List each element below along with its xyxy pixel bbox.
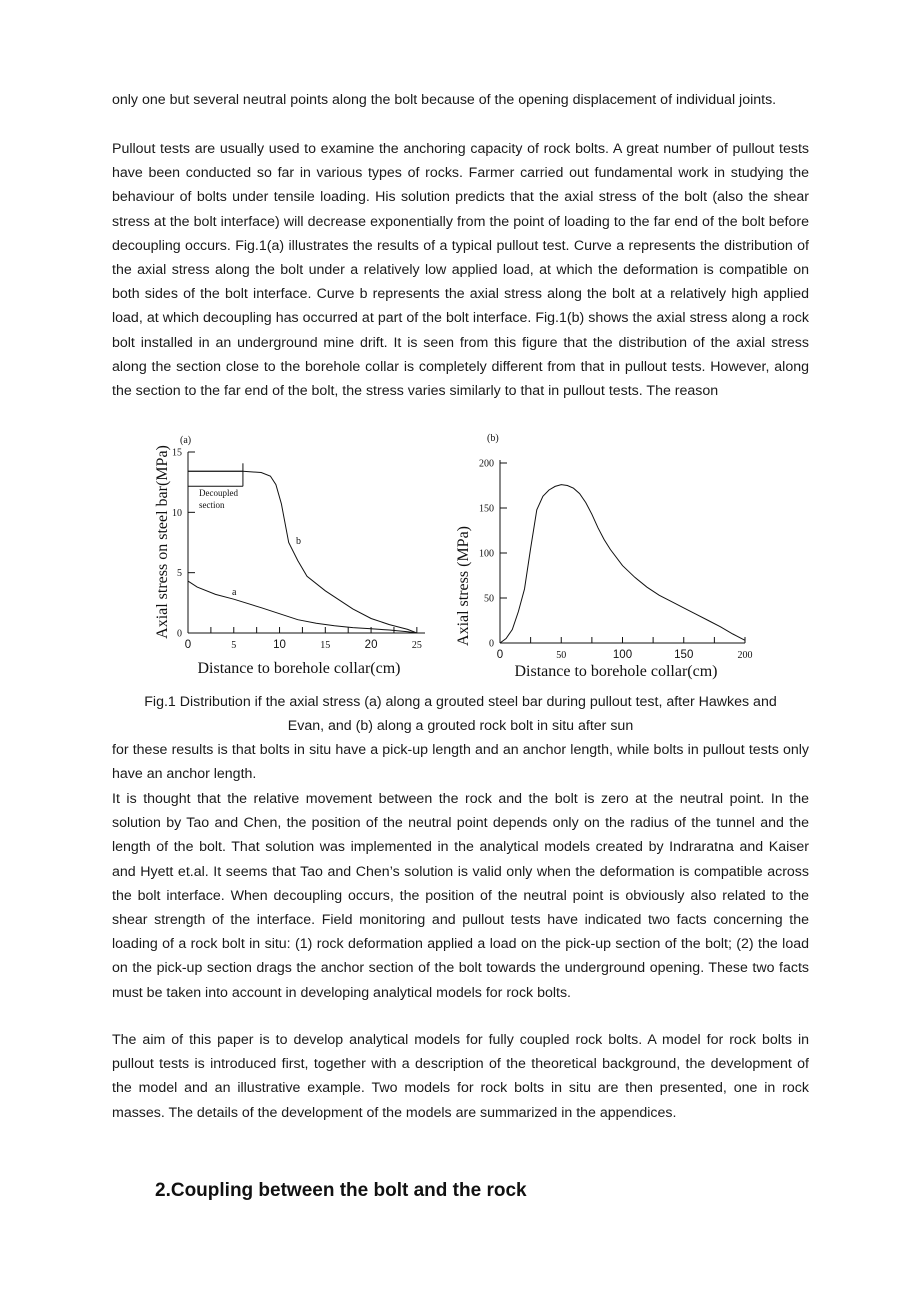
paragraph-2: Pullout tests are usually used to examine the anchoring capacity of rock bolts. A great number of pullout tests have been conducted so far in various types of rocks. Farmer carried out fundamental work in studying the behaviour of bolts under tensile loading. His solution predicts that the axial stress of the bolt (also the shear stress at the bolt interface) will decrease exponentially from the point of loading to the far end of the bolt before decoupling occurs. Fig.1(a) illustrates the results of a typical pullout test. Curve a represents the distribution of the axial stress along the bolt under a relatively low applied load, at which the deformation is compatible on both sides of the bolt interface. Curve b represents the axial stress along the bolt at a relatively high applied load, at which decoupling has occurred at part of the bolt interface. Fig.1(b) shows the axial stress along a rock bolt installed in an underground mine drift. It is seen from this figure that the distribution of the axial stress along the section close to the borehole collar is completely different from that in pullout tests. However, along the section to the far end of the bolt, the stress varies similarly to that in pullout tests. The reason: [112, 141, 809, 400]
x-tick-label: 0: [184, 639, 192, 651]
x-tick-label: 5: [231, 640, 237, 651]
y-tick-label: 5: [177, 568, 182, 580]
paragraph-3: for these results is that bolts in situ have a pick-up length and an anchor length, while bolts in pullout tests only have an anchor length.: [112, 742, 809, 783]
paragraph-1: only one but several neutral points along the bolt because of the opening displacement of individual joints.: [112, 92, 777, 108]
x-tick-label: 20: [364, 639, 378, 651]
y-tick-label: 200: [479, 458, 494, 470]
x-tick-label: 0: [496, 649, 504, 661]
series-insitu-line: [500, 485, 745, 643]
panel-a-xlabel: Distance to borehole collar(cm): [197, 660, 401, 677]
figure-caption: [112, 690, 809, 738]
y-tick-label: 150: [479, 503, 494, 515]
series-b-label: b: [296, 536, 301, 547]
decoupled-label-line2: section: [199, 500, 225, 510]
panel-b-ylabel: Axial stress (MPa): [455, 526, 472, 646]
panel-a-ylabel: Axial stress on steel bar(MPa): [154, 445, 171, 639]
panel-b-label: (b): [487, 433, 499, 444]
series-a-line: [188, 581, 417, 633]
x-tick-label: 150: [674, 649, 694, 661]
caption-line-1: Fig.1 Distribution if the axial stress (a) along a grouted steel bar during pullout test, after Hawkes and: [144, 694, 777, 710]
caption-line-2: Evan, and (b) along a grouted rock bolt in situ after sun: [287, 718, 634, 734]
panel-a: [154, 435, 425, 677]
panel-a-label: (a): [180, 435, 192, 446]
x-tick-label: 50: [556, 650, 567, 661]
x-tick-label: 25: [411, 640, 422, 651]
panel-b: [455, 433, 753, 680]
figure-1: [0, 420, 920, 690]
paragraph-5: The aim of this paper is to develop analytical models for fully coupled rock bolts. A model for rock bolts in pullout tests is introduced first, together with a description of the theoretical background, the development of the model and an illustrative example. Two models for rock bolts in situ are then presented, one in rock masses. The details of the development of the models are summarized in the appendices.: [112, 1032, 809, 1121]
y-tick-label: 15: [172, 447, 182, 459]
y-tick-label: 50: [484, 593, 494, 605]
decoupled-label-line1: Decoupled: [199, 488, 238, 498]
series-a-label: a: [232, 587, 237, 598]
y-tick-label: 0: [489, 638, 494, 650]
paragraph-4: It is thought that the relative movement between the rock and the bolt is zero at the neutral point. In the solution by Tao and Chen, the position of the neutral point depends only on the radius of the tunnel and the length of the bolt. That solution was implemented in the analytical models created by Indraratna and Kaiser and Hyett et.al. It seems that Tao and Chen’s solution is valid only when the deformation is compatible across the bolt interface. When decoupling occurs, the position of the neutral point is obviously also related to the shear strength of the interface. Field monitoring and pullout tests have indicated two facts concerning the loading of a rock bolt in situ: (1) rock deformation applied a load on the pick-up section of the bolt; (2) the load on the pick-up section drags the anchor section of the bolt towards the underground opening. These two facts must be taken into account in developing analytical models for rock bolts.: [112, 791, 809, 1001]
panel-b-xlabel: Distance to borehole collar(cm): [514, 663, 718, 680]
y-tick-label: 10: [172, 507, 182, 519]
decoupled-annotation: [188, 463, 243, 510]
x-tick-label: 200: [737, 650, 753, 661]
x-tick-label: 10: [273, 639, 286, 651]
x-tick-label: 100: [612, 649, 633, 661]
y-tick-label: 0: [177, 628, 182, 640]
y-tick-label: 100: [479, 548, 494, 560]
section-heading: 2.Coupling between the bolt and the rock: [155, 1180, 527, 1201]
x-tick-label: 15: [320, 640, 331, 651]
